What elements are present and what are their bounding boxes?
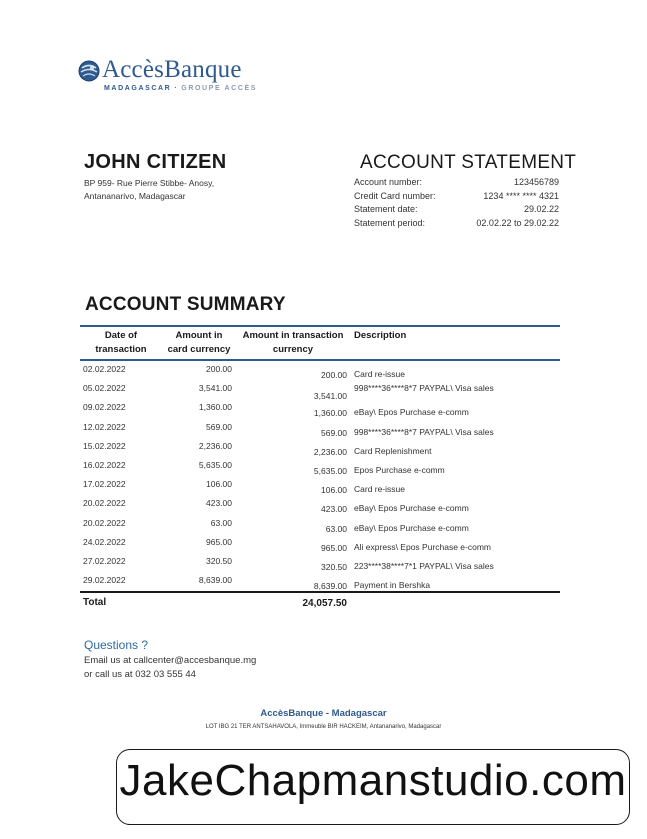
row-transaction-amount: 569.00: [321, 427, 347, 438]
row-transaction-amount: 3,541.00: [313, 391, 347, 402]
statement-field-account: [354, 176, 559, 190]
customer-name: JOHN CITIZEN: [84, 151, 227, 173]
statement-field-date: [354, 203, 559, 217]
row-card-amount: 8,639.00: [198, 575, 232, 586]
row-card-amount: 5,635.00: [198, 459, 232, 470]
table-row: [80, 361, 560, 380]
watermark-text: JakeChapmanstudio.com: [119, 756, 627, 805]
bank-logo-name: AccèsBanque: [102, 56, 242, 83]
watermark-banner: [116, 749, 630, 825]
row-date: 17.02.2022: [83, 479, 126, 490]
questions-phone: or call us at 032 03 555 44: [84, 669, 196, 680]
row-description: Ali express\ Epos Purchase e-comm: [354, 541, 491, 552]
row-transaction-amount: 320.50: [321, 561, 347, 572]
row-date: 27.02.2022: [83, 555, 126, 566]
row-card-amount: 63.00: [210, 517, 232, 528]
row-description: 223****38****7*1 PAYPAL\ Visa sales: [354, 560, 494, 571]
footer-bank-name: AccèsBanque - Madagascar: [260, 708, 387, 719]
row-description: eBay\ Epos Purchase e-comm: [354, 522, 469, 533]
table-row: [80, 457, 560, 476]
table-row: [80, 438, 560, 457]
row-transaction-amount: 423.00: [321, 504, 347, 515]
table-row: [80, 572, 560, 591]
row-date: 20.02.2022: [83, 517, 126, 528]
row-description: Card re-issue: [354, 369, 406, 379]
statement-field-period: [354, 217, 559, 231]
row-card-amount: 1,360.00: [198, 402, 232, 413]
row-card-amount: 965.00: [206, 536, 232, 547]
customer-address-line: Antananarivo, Madagascar: [84, 191, 186, 201]
footer-address: LOT IBG 21 TER ANTSAHAVOLA, Immeuble BIR HACKEIM, Antananarivo, Madagascar: [205, 724, 442, 730]
statement-title: ACCOUNT STATEMENT: [360, 152, 577, 173]
table-row: [80, 515, 560, 534]
customer-address-line: BP 959- Rue Pierre Stibbe- Anosy,: [84, 178, 215, 188]
row-description: Card Replenishment: [354, 445, 432, 456]
row-card-amount: 3,541.00: [198, 383, 232, 394]
header-description: Description: [354, 330, 407, 341]
row-date: 12.02.2022: [83, 421, 126, 432]
field-value: 123456789: [513, 177, 559, 187]
row-card-amount: 569.00: [206, 421, 232, 432]
row-date: 02.02.2022: [83, 364, 126, 374]
row-date: 24.02.2022: [83, 536, 126, 547]
table-row: [80, 534, 560, 553]
header-card-amount: Amount in card currency: [167, 330, 231, 355]
customer-address: [84, 177, 214, 203]
row-transaction-amount: 5,635.00: [313, 465, 347, 476]
row-card-amount: 106.00: [206, 479, 232, 490]
table-row: [80, 399, 560, 418]
field-label: Statement period:: [354, 217, 426, 228]
header-date: Date of transaction: [95, 330, 147, 355]
row-date: 05.02.2022: [83, 383, 126, 394]
table-row: [80, 419, 560, 438]
row-transaction-amount: 106.00: [321, 485, 347, 496]
bank-logo-tagline: MADAGASCAR · GROUPE ACCÈS: [104, 85, 258, 92]
field-label: Account number:: [354, 177, 423, 187]
row-description: eBay\ Epos Purchase e-comm: [354, 503, 469, 514]
summary-title: ACCOUNT SUMMARY: [85, 294, 286, 315]
row-description: eBay\ Epos Purchase e-comm: [354, 407, 469, 418]
table-row: [80, 476, 560, 495]
row-date: 29.02.2022: [83, 575, 126, 586]
questions-email: Email us at callcenter@accesbanque.mg: [84, 655, 257, 666]
row-date: 15.02.2022: [83, 440, 126, 451]
total-label: Total: [83, 597, 107, 609]
table-total-row: [80, 591, 560, 613]
field-label: Credit Card number:: [354, 190, 436, 201]
table-header: [80, 325, 560, 361]
row-transaction-amount: 63.00: [325, 523, 347, 534]
row-card-amount: 423.00: [206, 498, 232, 509]
row-card-amount: 200.00: [206, 364, 232, 374]
header-transaction-amount: Amount in transaction currency: [242, 330, 344, 355]
table-row: [80, 553, 560, 572]
field-value: 1234 **** **** 4321: [483, 190, 559, 201]
transactions-table: [80, 325, 560, 613]
row-transaction-amount: 1,360.00: [313, 408, 347, 419]
field-value: 02.02.22 to 29.02.22: [476, 217, 559, 228]
row-card-amount: 2,236.00: [198, 440, 232, 451]
questions-heading: Questions ?: [84, 638, 149, 652]
row-description: 998****36****8*7 PAYPAL\ Visa sales: [354, 426, 494, 437]
globe-logo-icon: [78, 60, 100, 82]
field-label: Statement date:: [354, 204, 418, 214]
row-date: 09.02.2022: [83, 402, 126, 413]
row-transaction-amount: 8,639.00: [313, 581, 347, 592]
row-description: Payment in Bershka: [354, 580, 431, 591]
row-transaction-amount: 200.00: [321, 370, 347, 380]
row-description: Epos Purchase e-comm: [354, 464, 445, 475]
field-value: 29.02.22: [523, 204, 559, 214]
row-transaction-amount: 965.00: [321, 542, 347, 553]
row-transaction-amount: 2,236.00: [313, 446, 347, 457]
row-description: Card re-issue: [354, 484, 406, 495]
row-description: 998****36****8*7 PAYPAL\ Visa sales: [354, 383, 494, 394]
table-row: [80, 380, 560, 402]
statement-field-card: [354, 190, 559, 204]
bank-logo: [78, 58, 278, 98]
row-date: 16.02.2022: [83, 459, 126, 470]
row-card-amount: 320.50: [206, 555, 232, 566]
statement-info: [354, 176, 559, 230]
table-row: [80, 495, 560, 514]
row-date: 20.02.2022: [83, 498, 126, 509]
total-value: 24,057.50: [302, 598, 347, 610]
